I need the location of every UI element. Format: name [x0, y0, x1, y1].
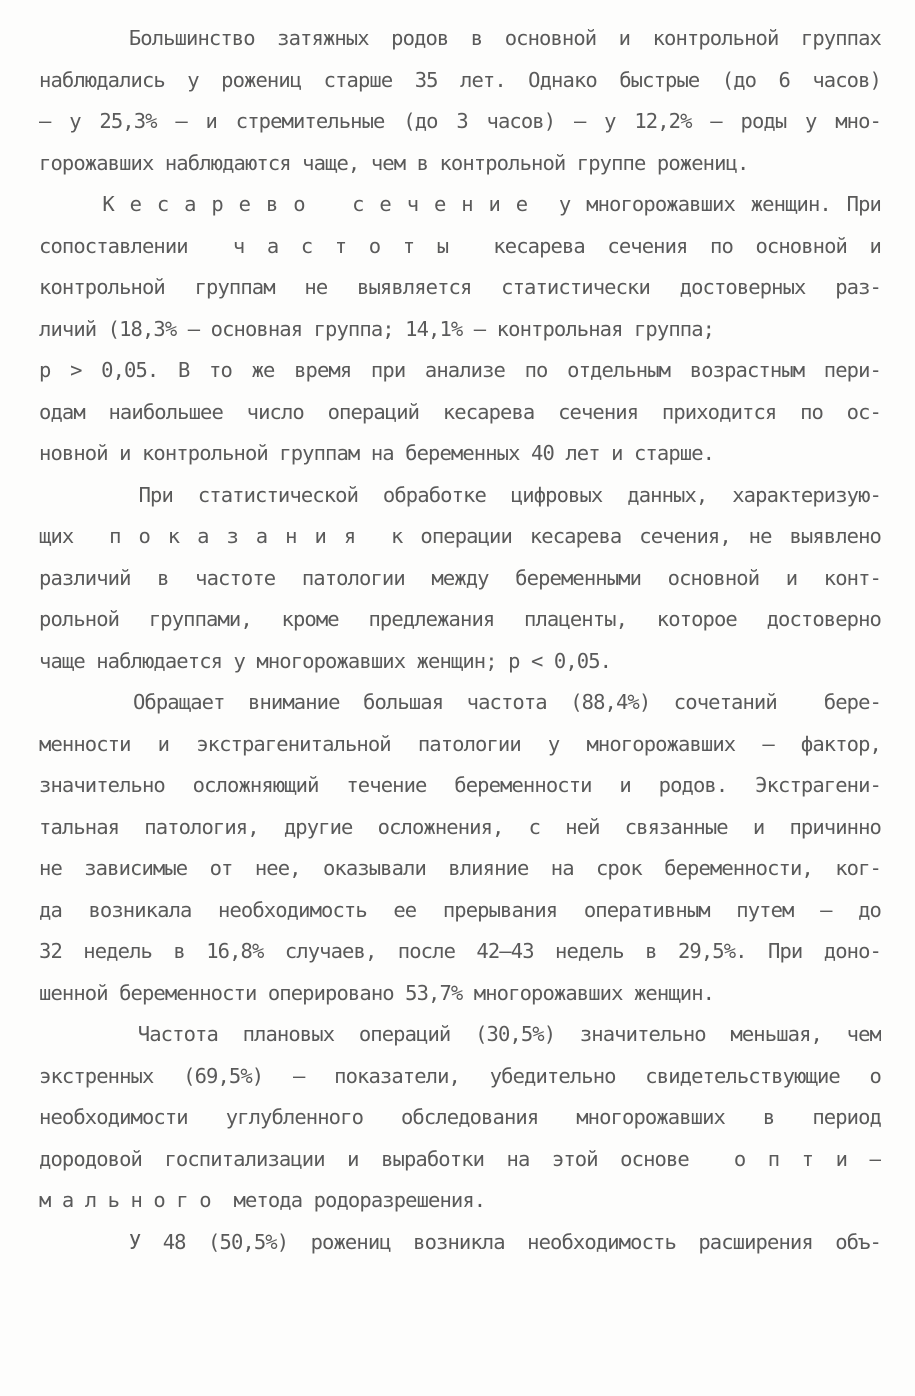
text-line: личий (18,3% – основная группа; 14,1% – контрольная группа; [39, 316, 715, 341]
text-line: дородовой госпитализации и выработки на этой основе о п т и – [39, 1146, 881, 1171]
text-line: новной и контрольной группам на беременных 40 лет и старше. [39, 441, 715, 465]
document-text [39, 18, 881, 1263]
text-line: р > 0,05. В то же время при анализе по отдельным возрастным пери- [39, 358, 881, 382]
text-line: При статистической обработке цифровых данных, характеризую- [39, 482, 881, 507]
text-line: К е с а р е в о с е ч е н и е у многорожавших женщин. При [39, 192, 881, 216]
text-line: не зависимые от нее, оказывали влияние на срок беременности, ког- [39, 856, 881, 880]
text-line: чаще наблюдается у многорожавших женщин; р < 0,05. [39, 648, 612, 673]
text-line: м а л ь н о г о метода родоразрешения. [39, 1188, 486, 1212]
text-line: щих п о к а з а н и я к операции кесарева сечения, не выявлено [39, 524, 881, 548]
text-line: шенной беременности оперировано 53,7% многорожавших женщин. [39, 980, 715, 1005]
text-line: значительно осложняющий течение беременности и родов. Экстрагени- [39, 773, 881, 797]
text-line: 32 недель в 16,8% случаев, после 42–43 недель в 29,5%. При доно- [39, 939, 881, 963]
text-line: необходимости углубленного обследования многорожавших в период [39, 1105, 881, 1129]
text-line: Частота плановых операций (30,5%) значительно меньшая, чем [39, 1022, 881, 1046]
text-line: экстренных (69,5%) – показатели, убедительно свидетельствующие о [39, 1063, 881, 1088]
text-line: сопоставлении ч а с т о т ы кесарева сечения по основной и [39, 233, 881, 258]
text-line: Большинство затяжных родов в основной и контрольной группах [39, 26, 881, 50]
text-line: рольной группами, кроме предлежания плаценты, которое достоверно [39, 607, 881, 631]
text-line: горожавших наблюдаются чаще, чем в контрольной группе рожениц. [39, 150, 749, 175]
text-line: тальная патология, другие осложнения, с ней связанные и причинно [39, 814, 881, 839]
text-line: менности и экстрагенитальной патологии у многорожавших – фактор, [39, 731, 881, 756]
text-line: одам наибольшее число операций кесарева сечения приходится по ос- [39, 399, 881, 424]
text-line: У 48 (50,5%) рожениц возникла необходимость расширения объ- [39, 1229, 881, 1254]
text-line: различий в частоте патологии между беременными основной и конт- [39, 565, 881, 590]
text-line: да возникала необходимость ее прерывания оперативным путем – до [39, 897, 881, 922]
text-line: – у 25,3% – и стремительные (до 3 часов) – у 12,2% – роды у мно- [39, 109, 881, 133]
text-line: наблюдались у рожениц старше 35 лет. Однако быстрые (до 6 часов) [39, 67, 881, 92]
text-line: Обращает внимание большая частота (88,4%) сочетаний бере- [39, 690, 881, 714]
text-line: контрольной группам не выявляется статистически достоверных раз- [39, 275, 881, 299]
